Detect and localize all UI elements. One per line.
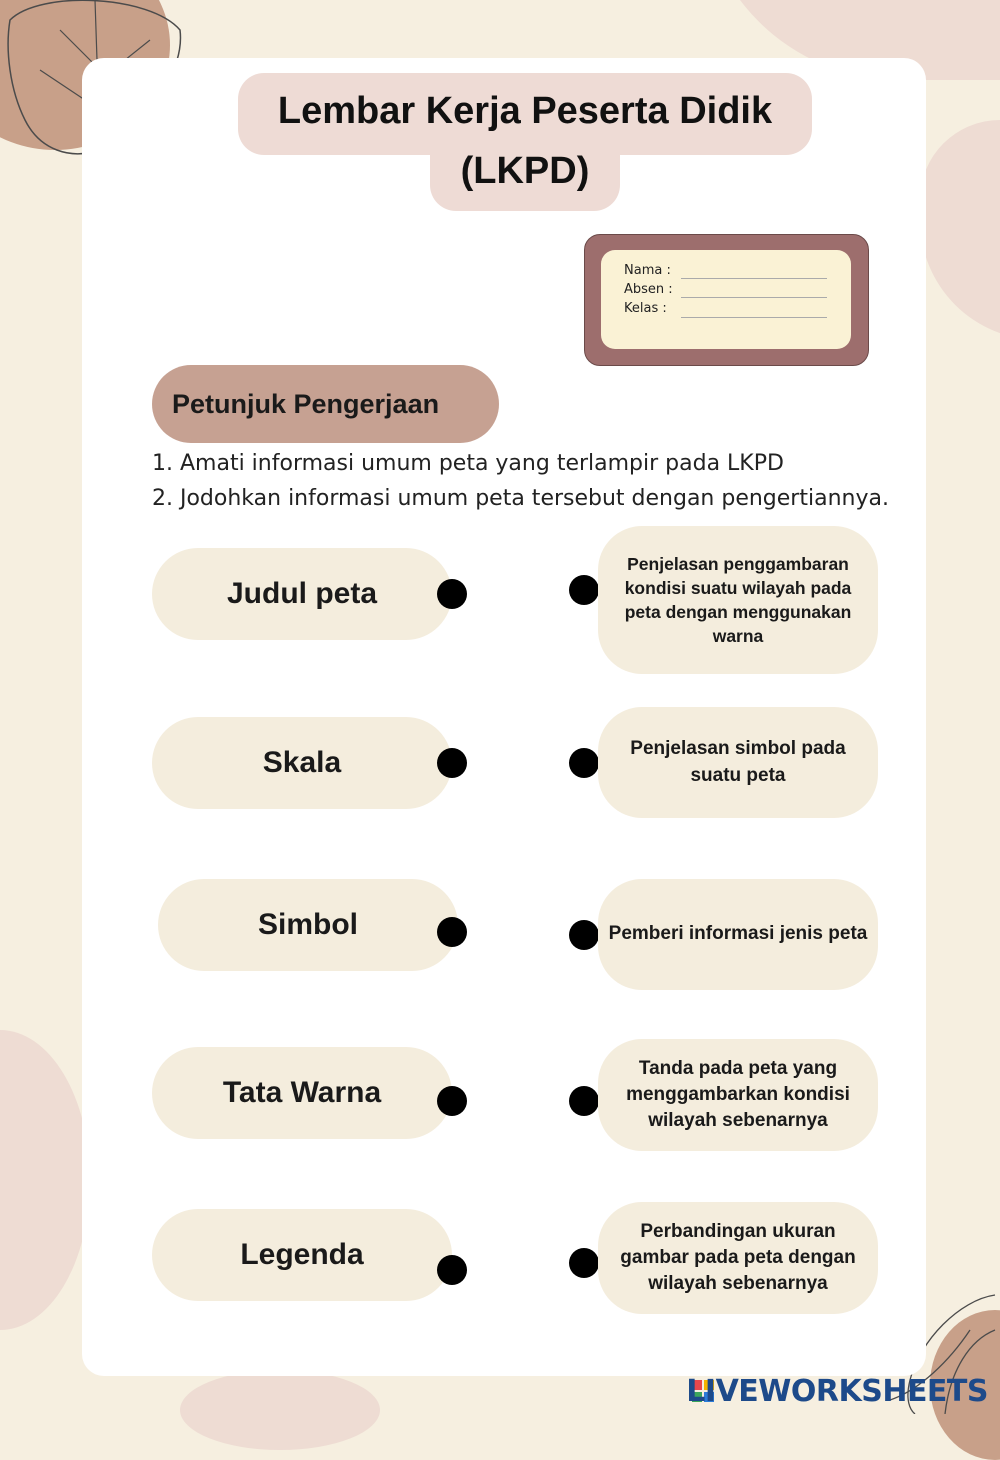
term-judul-peta: Judul peta [152, 548, 452, 640]
match-dot-right[interactable] [569, 748, 599, 778]
background-shape [180, 1370, 380, 1450]
absen-label: Absen : [624, 282, 673, 297]
definition-skala: Perbandingan ukuran gambar pada peta dengan wilayah sebenarnya [598, 1202, 878, 1314]
match-dot-left[interactable] [437, 1086, 467, 1116]
instruction-step: 1. Amati informasi umum peta yang terlampir pada LKPD [152, 451, 784, 476]
term-skala: Skala [152, 717, 452, 809]
page-subtitle: (LKPD) [460, 150, 590, 192]
definition-judul-peta: Pemberi informasi jenis peta [598, 879, 878, 990]
term-simbol: Simbol [158, 879, 458, 971]
match-dot-right[interactable] [569, 1248, 599, 1278]
background-shape [920, 120, 1000, 340]
kelas-label: Kelas : [624, 301, 667, 316]
absen-field[interactable] [681, 297, 827, 298]
page-title: Lembar Kerja Peserta Didik [277, 90, 773, 132]
match-dot-right[interactable] [569, 1086, 599, 1116]
match-dot-left[interactable] [437, 1255, 467, 1285]
match-dot-left[interactable] [437, 579, 467, 609]
definition-simbol: Tanda pada peta yang menggambarkan kondisi wilayah sebenarnya [598, 1039, 878, 1151]
match-dot-left[interactable] [437, 748, 467, 778]
match-dot-left[interactable] [437, 917, 467, 947]
match-dot-right[interactable] [569, 920, 599, 950]
definition-legenda: Penjelasan simbol pada suatu peta [598, 707, 878, 818]
name-label: Nama : [624, 263, 671, 278]
kelas-field[interactable] [681, 317, 827, 318]
instruction-step: 2. Jodohkan informasi umum peta tersebut dengan pengertiannya. [152, 486, 889, 511]
identity-card-inner [601, 250, 851, 349]
term-legenda: Legenda [152, 1209, 452, 1301]
student-identity-card [584, 234, 869, 366]
term-tata-warna: Tata Warna [152, 1047, 452, 1139]
liveworksheets-logo[interactable]: LIVEWORKSHEETS [686, 1374, 988, 1409]
name-field[interactable] [681, 278, 827, 279]
background-shape [0, 1030, 90, 1330]
match-dot-right[interactable] [569, 575, 599, 605]
instructions-heading: Petunjuk Pengerjaan [152, 365, 499, 443]
definition-tata-warna: Penjelasan penggambaran kondisi suatu wilayah pada peta dengan menggunakan warna [598, 526, 878, 674]
